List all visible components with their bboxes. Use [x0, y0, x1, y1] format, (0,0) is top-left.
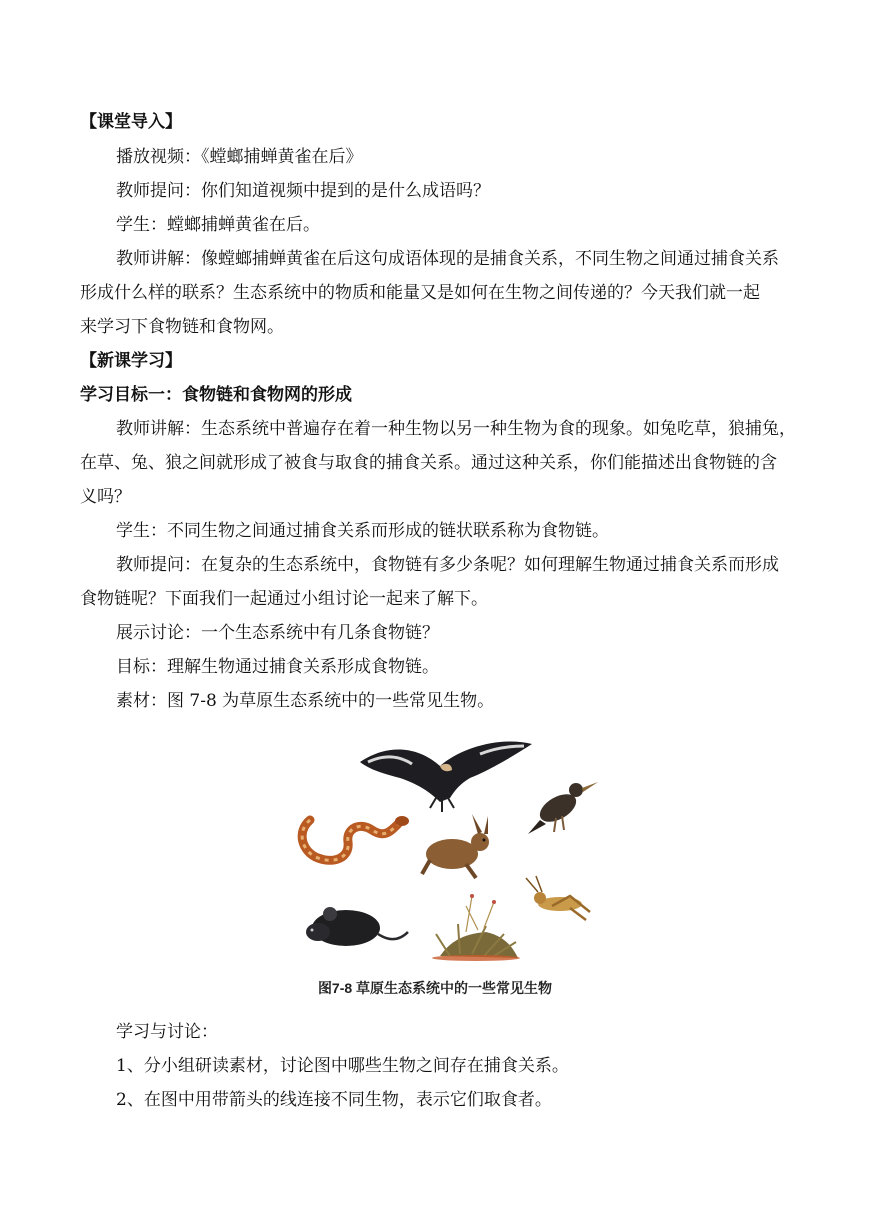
grasshopper-image	[526, 876, 590, 920]
section-heading-intro: 【课堂导入】	[80, 112, 182, 132]
lesson-explain-line-2: 在草、兔、狼之间就形成了被食与取食的捕食关系。通过这种关系，你们能描述出食物链的含	[80, 453, 777, 473]
goal-title: 学习目标一：食物链和食物网的形成	[80, 385, 352, 405]
intro-teacher-question: 教师提问：你们知道视频中提到的是什么成语吗？	[116, 181, 490, 201]
intro-video: 播放视频：《螳螂捕蝉黄雀在后》	[116, 147, 363, 167]
grassland-organisms-figure	[290, 728, 610, 978]
intro-explain-line-1: 教师讲解：像螳螂捕蝉黄雀在后这句成语体现的是捕食关系，不同生物之间通过捕食关系	[116, 249, 779, 269]
discussion-item-2: 2、在图中用带箭头的线连接不同生物，表示它们取食者。	[116, 1090, 552, 1110]
bird-image	[528, 782, 598, 834]
lesson-teacher-question-2: 食物链呢？下面我们一起通过小组讨论一起来了解下。	[80, 589, 488, 609]
mouse-image	[306, 907, 408, 946]
eagle-image	[360, 741, 532, 812]
discussion-title: 学习与讨论：	[116, 1022, 218, 1042]
lesson-discussion: 展示讨论：一个生态系统中有几条食物链？	[116, 623, 439, 643]
intro-student-answer: 学生：螳螂捕蝉黄雀在后。	[116, 215, 320, 235]
lesson-explain-line-3: 义吗？	[80, 487, 131, 507]
intro-explain-line-2: 形成什么样的联系？生态系统中的物质和能量又是如何在生物之间传递的？今天我们就一起	[80, 283, 760, 303]
section-heading-new: 【新课学习】	[80, 351, 182, 371]
lesson-target: 目标：理解生物通过捕食关系形成食物链。	[116, 657, 439, 677]
hare-image	[422, 814, 489, 878]
lesson-material: 素材：图 7-8 为草原生态系统中的一些常见生物。	[116, 691, 495, 711]
grass-image	[432, 894, 520, 961]
discussion-item-1: 1、分小组研读素材，讨论图中哪些生物之间存在捕食关系。	[116, 1056, 569, 1076]
lesson-teacher-question-1: 教师提问：在复杂的生态系统中，食物链有多少条呢？如何理解生物通过捕食关系而形成	[116, 555, 779, 575]
snake-image	[302, 816, 409, 860]
figure-caption: 图7-8 草原生态系统中的一些常见生物	[317, 980, 553, 996]
lesson-student-answer: 学生：不同生物之间通过捕食关系而形成的链状联系称为食物链。	[116, 521, 609, 541]
intro-explain-line-3: 来学习下食物链和食物网。	[80, 317, 284, 337]
lesson-explain-line-1: 教师讲解：生态系统中普遍存在着一种生物以另一种生物为食的现象。如兔吃草，狼捕兔，	[116, 419, 796, 439]
